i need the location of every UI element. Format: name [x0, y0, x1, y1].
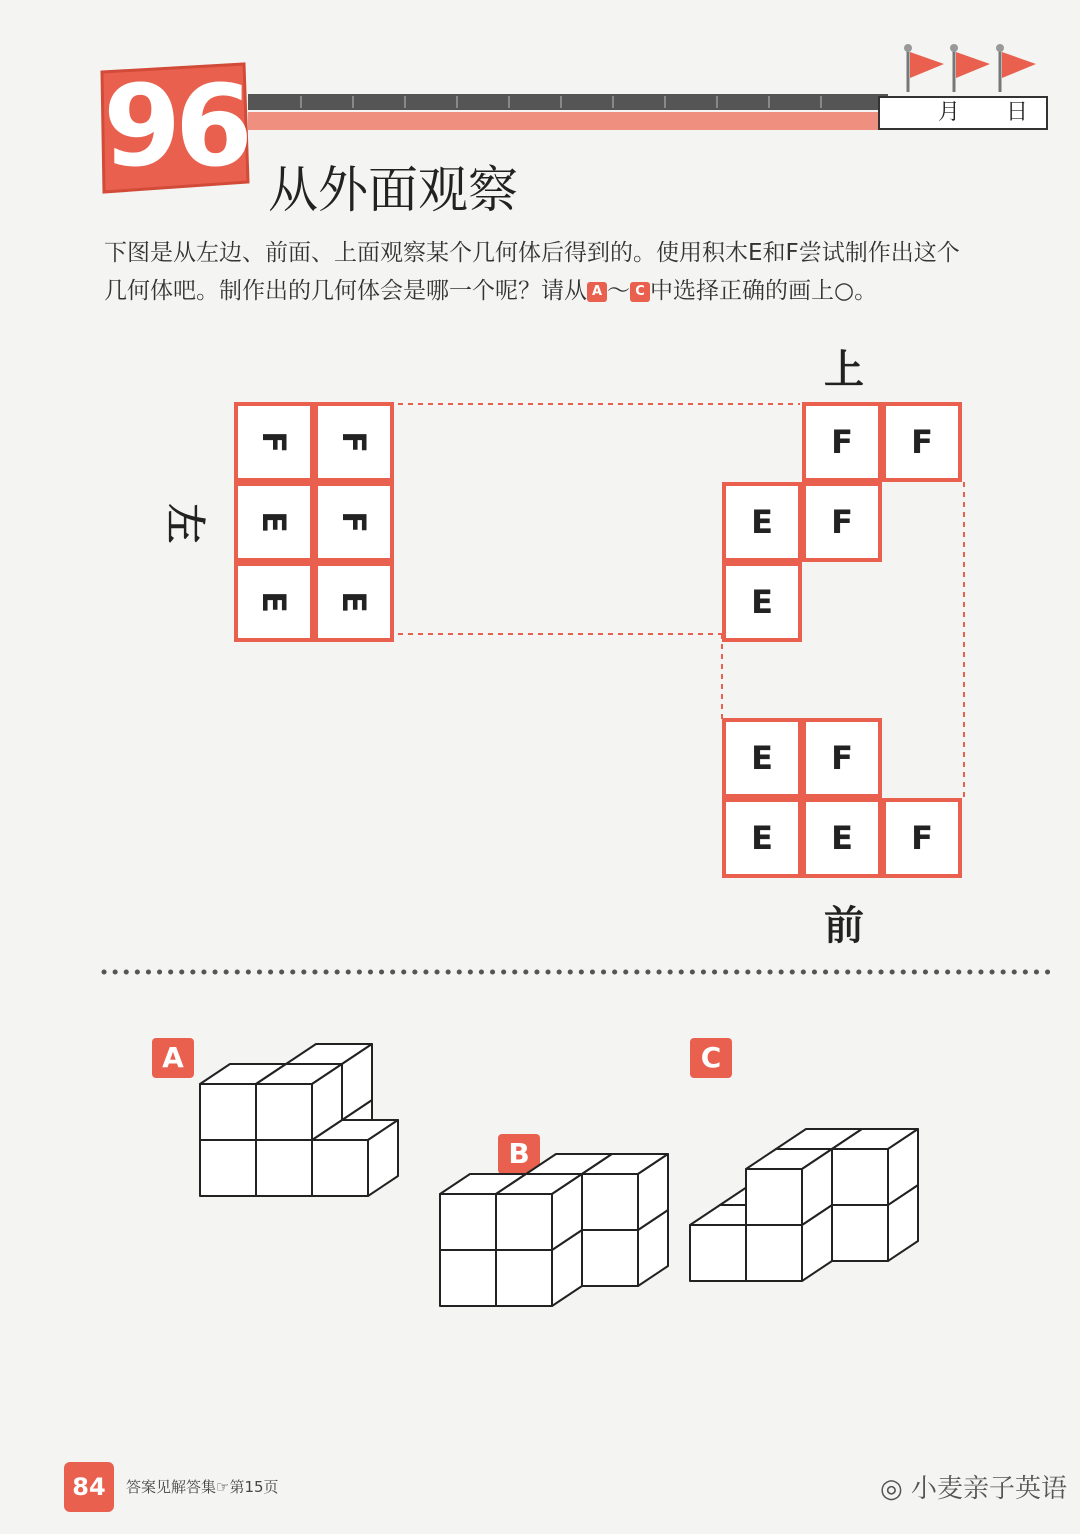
option-c-label[interactable]: C [690, 1038, 732, 1078]
cell-letter: F [911, 819, 933, 857]
wechat-icon: ◎ [880, 1474, 903, 1504]
top-view-label: 上 [824, 347, 864, 393]
cell-letter: F [831, 739, 853, 777]
option-tag-a: A [587, 282, 607, 302]
cell-letter: F [831, 423, 853, 461]
cell-letter: E [255, 511, 293, 533]
cell-letter: F [335, 431, 373, 453]
cube-face [312, 1140, 368, 1196]
cube-face [496, 1194, 552, 1250]
cube-face [832, 1149, 888, 1205]
cell-letter: E [335, 591, 373, 613]
cube-face [582, 1174, 638, 1230]
cell-letter: E [751, 739, 773, 777]
cube-face [200, 1140, 256, 1196]
cube-face [746, 1169, 802, 1225]
cell-letter: E [751, 583, 773, 621]
cell-letter: F [911, 423, 933, 461]
cell-letter: E [751, 503, 773, 541]
cell-letter: F [335, 511, 373, 533]
cube-face [690, 1225, 746, 1281]
watermark: ◎ 小麦亲子英语 [880, 1474, 1067, 1504]
cube-face [440, 1250, 496, 1306]
option-b-figure[interactable] [440, 1154, 668, 1306]
front-view-label: 前 [824, 903, 864, 949]
left-view-label: 左 [161, 503, 208, 544]
option-tag-c: C [630, 282, 650, 302]
cube-face [832, 1205, 888, 1261]
option-a-figure[interactable] [200, 1044, 398, 1196]
page-title: 从外面观察 [268, 161, 518, 219]
cube-options [0, 1000, 1080, 1400]
cell-letter: F [831, 503, 853, 541]
front-view-grid [724, 720, 960, 876]
cube-face [746, 1225, 802, 1281]
instructions-line-2: 几何体吧。制作出的几何体会是哪一个呢？请从 A ～ C 中选择正确的画上○。 [104, 278, 878, 304]
section-divider [100, 966, 1060, 978]
month-label: 月 [938, 100, 961, 125]
left-view-grid [236, 404, 392, 640]
cube-face [440, 1194, 496, 1250]
option-c-figure[interactable] [690, 1129, 918, 1281]
day-label: 日 [1006, 100, 1029, 125]
cell-letter: E [255, 591, 293, 613]
lesson-number: 96 [103, 62, 247, 192]
cube-face [582, 1230, 638, 1286]
option-a-label[interactable]: A [152, 1038, 194, 1078]
cube-face [256, 1084, 312, 1140]
answer-reference: 答案见解答集☞第15页 [126, 1478, 279, 1496]
cell-letter: F [255, 431, 293, 453]
page-number: 84 [64, 1462, 114, 1512]
cube-face [200, 1084, 256, 1140]
option-b-label[interactable]: B [498, 1134, 540, 1174]
top-view-grid [724, 404, 960, 640]
cell-letter: E [751, 819, 773, 857]
instructions-line-1: 下图是从左边、前面、上面观察某个几何体后得到的。使用积木E和F尝试制作出这个 [104, 240, 960, 266]
cell-letter: E [831, 819, 853, 857]
cube-face [256, 1140, 312, 1196]
cube-face [496, 1250, 552, 1306]
